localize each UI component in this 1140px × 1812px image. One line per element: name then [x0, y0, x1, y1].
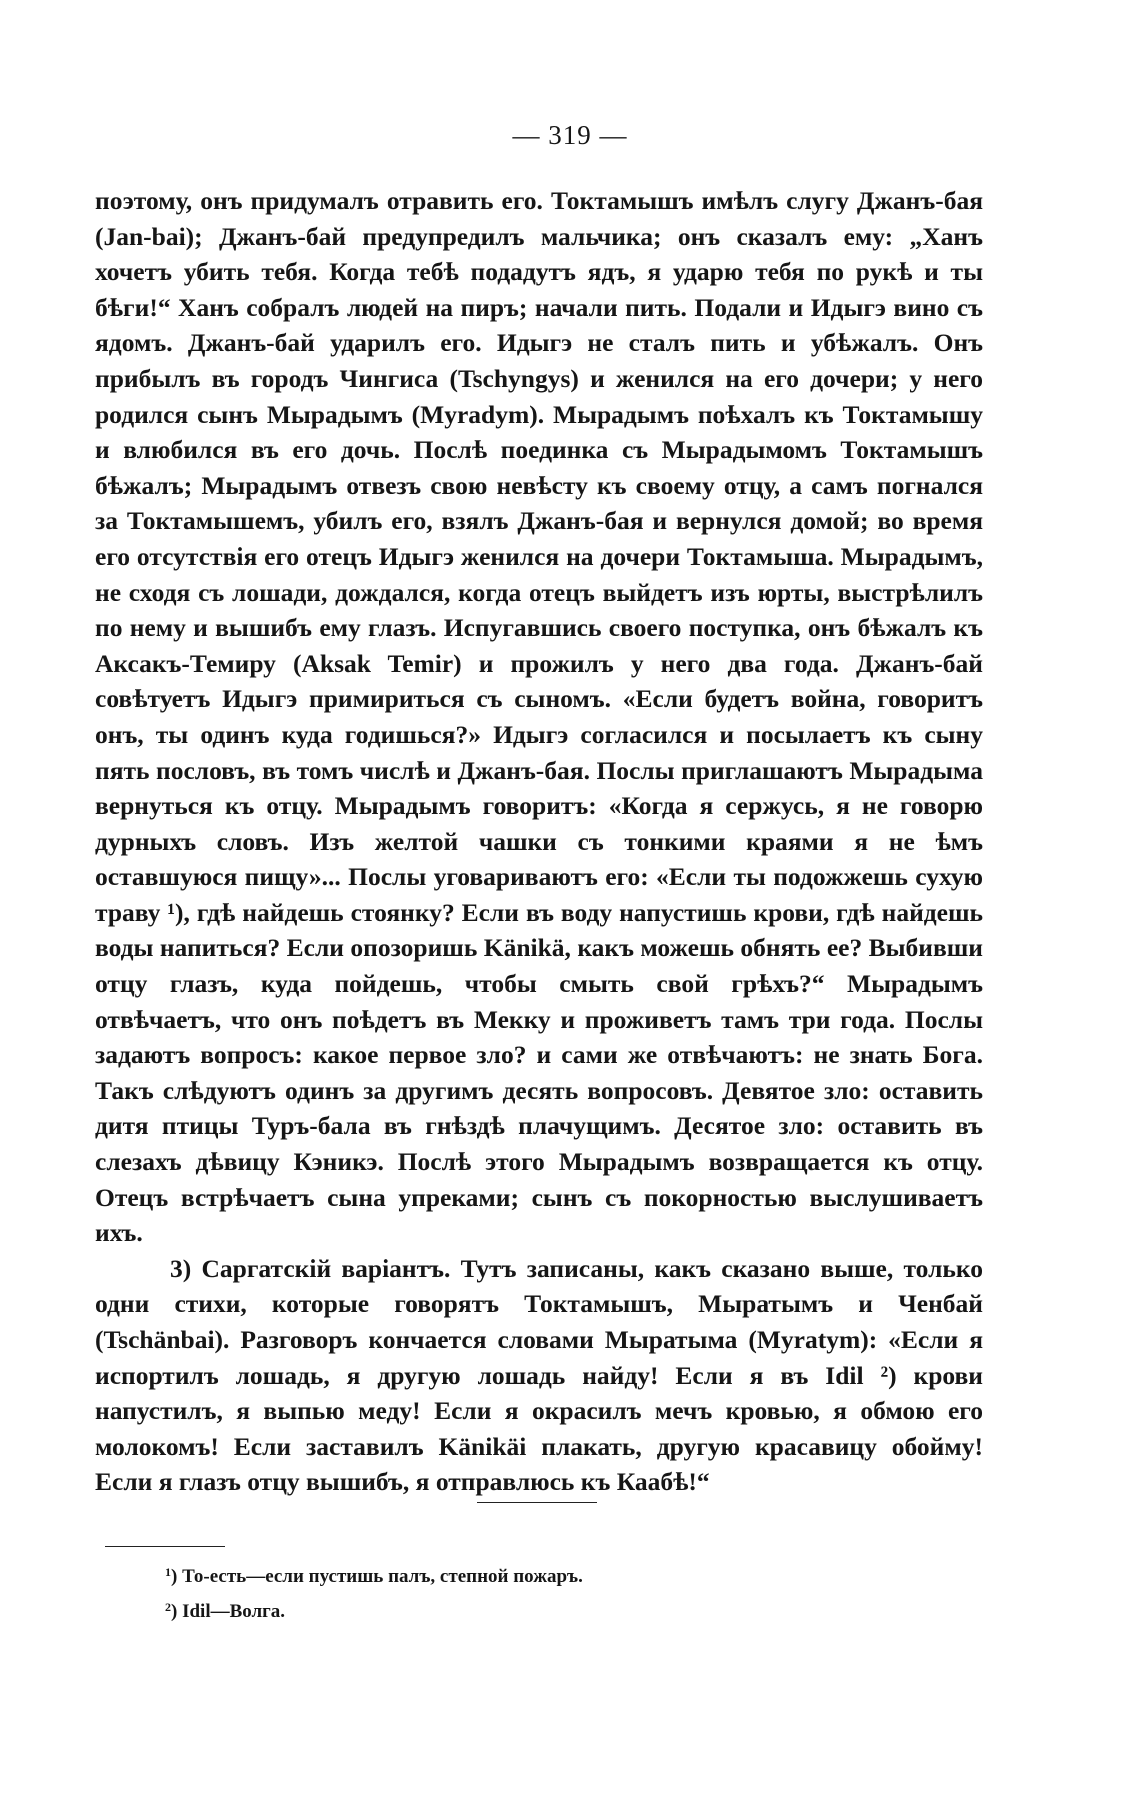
footnote-mark: 2 [165, 1600, 171, 1614]
footnote-rule [105, 1546, 225, 1547]
footnotes [165, 1557, 965, 1627]
body-text [95, 183, 983, 1500]
footnote-2 [165, 1592, 965, 1627]
paragraph-1: поэтому, онъ придумалъ отравить его. Токтамышъ имѣлъ слугу Джанъ-бая (Jan-bai); Джанъ-бай предупредилъ мальчика; онъ сказалъ ему: „Ханъ хочетъ убить тебя. Когда тебѣ подадутъ ядъ, я ударю тебя по рукѣ и ты бѣги!“ Ханъ собралъ людей на пиръ; начали пить. Подали и Идыгэ вино съ ядомъ. Джанъ-бай ударилъ его. Идыгэ не сталъ пить и убѣжалъ. Онъ прибылъ въ городъ Чингиса (Tschyngys) и женился на его дочери; у него родился сынъ Мырадымъ (Myradym). Мырадымъ поѣхалъ къ Токтамышу и влюбился въ его дочь. Послѣ поединка съ Мырадымомъ Токтамышъ бѣжалъ; Мырадымъ отвезъ свою невѣсту къ своему отцу, а самъ погнался за Токтамышемъ, убилъ его, взялъ Джанъ-бая и вернулся домой; во время его отсутствія его отецъ Идыгэ женился на дочери Токтамыша. Мырадымъ, не сходя съ лошади, дождался, когда отецъ выйдетъ изъ юрты, выстрѣлилъ по нему и вышибъ ему глазъ. Испугавшись своего поступка, онъ бѣжалъ къ Аксакъ-Темиру (Aksak Temir) и прожилъ у него два года. Джанъ-бай совѣтуетъ Идыгэ примириться съ сыномъ. «Если будетъ война, говоритъ онъ, ты одинъ куда годишься?» Идыгэ согласился и посылаетъ къ сыну пять пословъ, въ томъ числѣ и Джанъ-бая. Послы приглашаютъ Мырадыма вернуться къ отцу. Мырадымъ говоритъ: «Когда я сержусь, я не говорю дурныхъ словъ. Изъ желтой чашки съ тонкими краями я не ѣмъ оставшуюся пищу»... Послы уговариваютъ его: «Если ты подожжешь сухую траву ¹), гдѣ найдешь стоянку? Если въ воду напустишь крови, гдѣ найдешь воды напиться? Если опозоришь Känikä, какъ можешь обнять ее? Выбивши отцу глазъ, куда пойдешь, чтобы смыть свой грѣхъ?“ Мырадымъ отвѣчаетъ, что онъ поѣдетъ въ Мекку и проживетъ тамъ три года. Послы задаютъ вопросъ: какое первое зло? и сами же отвѣчаютъ: не знать Бога. Такъ слѣдуютъ одинъ за другимъ десять вопросовъ. Девятое зло: оставить дитя птицы Туръ-бала въ гнѣздѣ плачущимъ. Десятое зло: оставить въ слезахъ дѣвицу Кэникэ. Послѣ этого Мырадымъ возвращается къ отцу. Отецъ встрѣчаетъ сына упреками; сынъ съ покорностью выслушиваетъ ихъ. [95, 186, 983, 1248]
footnote-text: ) Idil—Волга. [171, 1601, 286, 1622]
page-number: — 319 — [512, 120, 628, 150]
footnote-text: ) То-есть—если пустишь палъ, степной пожаръ. [171, 1566, 583, 1587]
footnote-mark: 1 [165, 1565, 171, 1579]
paragraph-2: 3) Саргатскій варіантъ. Тутъ записаны, какъ сказано выше, только одни стихи, которые говорятъ Токтамышъ, Мыратымъ и Ченбай (Tschänbai). Разговоръ кончается словами Мыратыма (Myratym): «Если я испортилъ лошадь, я другую лошадь найду! Если я въ Idil ²) крови напустилъ, я выпью меду! Если я окрасилъ мечъ кровью, я обмою его молокомъ! Если заставилъ Känikäi плакать, другую красавицу обойму! Если я глазъ отцу вышибъ, я отправлюсь къ Каабѣ!“ [95, 1253, 983, 1497]
footnote-1 [165, 1557, 965, 1592]
section-rule [477, 1502, 597, 1503]
